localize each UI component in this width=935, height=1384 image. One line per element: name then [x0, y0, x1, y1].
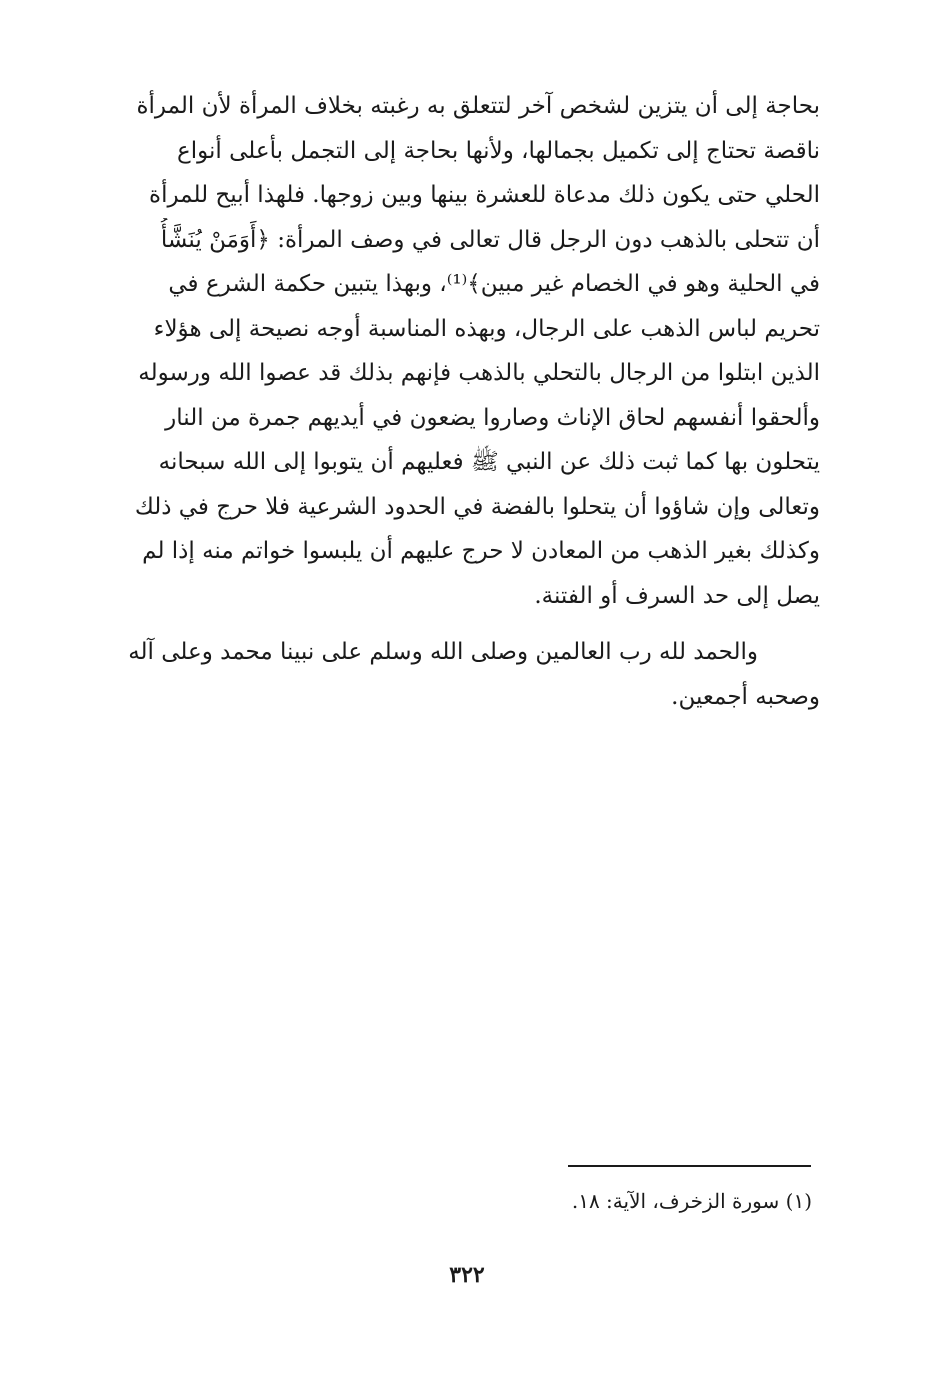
text-line: وألحقوا أنفسهم لحاق الإناث وصاروا يضعون في أيديهم جمرة من النار — [165, 404, 820, 431]
text-line: الذين ابتلوا من الرجال بالتحلي بالذهب فإنهم بذلك قد عصوا الله ورسوله — [138, 360, 820, 386]
paragraph-2 — [120, 630, 820, 719]
text-line: والحمد لله رب العالمين وصلى الله وسلم على نبينا محمد وعلى آله — [128, 639, 758, 665]
text-line: أن تتحلى بالذهب دون الرجل قال تعالى في وصف المرأة: ﴿أَوَمَنْ يُنَشَّأُ — [160, 226, 820, 253]
text-line: الحلي حتى يكون ذلك مدعاة للعشرة بينها وبين زوجها. فلهذا أبيح للمرأة — [149, 182, 820, 208]
page-number: ٣٢٢ — [449, 1262, 485, 1288]
text-line: ناقصة تحتاج إلى تكميل بجمالها، ولأنها بحاجة إلى التجمل بأعلى أنواع — [177, 137, 820, 164]
text-line: تحريم لباس الذهب على الرجال، وبهذه المناسبة أوجه نصيحة إلى هؤلاء — [153, 315, 820, 342]
text-line: وصحبه أجمعين. — [671, 683, 820, 710]
footnote: (١) سورة الزخرف، الآية: ١٨. — [571, 1189, 812, 1213]
text-line: وكذلك بغير الذهب من المعادن لا حرج عليهم أن يلبسوا خواتم منه إذا لم — [142, 538, 820, 564]
main-text — [120, 84, 820, 719]
text-line: يتحلون بها كما ثبت ذلك عن النبي ﷺ فعليهم أن يتوبوا إلى الله سبحانه — [158, 449, 820, 475]
text-line: بحاجة إلى أن يتزين لشخص آخر لتتعلق به رغبته بخلاف المرأة لأن المرأة — [136, 93, 820, 119]
text-line: يصل إلى حد السرف أو الفتنة. — [534, 582, 820, 609]
text-line: في الحلية وهو في الخصام غير مبين﴾⁽¹⁾، وبهذا يتبين حكمة الشرع في — [168, 271, 820, 297]
footnote-divider — [568, 1165, 811, 1167]
text-line: وتعالى وإن شاؤوا أن يتحلوا بالفضة في الحدود الشرعية فلا حرج في ذلك — [134, 493, 820, 520]
paragraph-1 — [120, 84, 820, 618]
